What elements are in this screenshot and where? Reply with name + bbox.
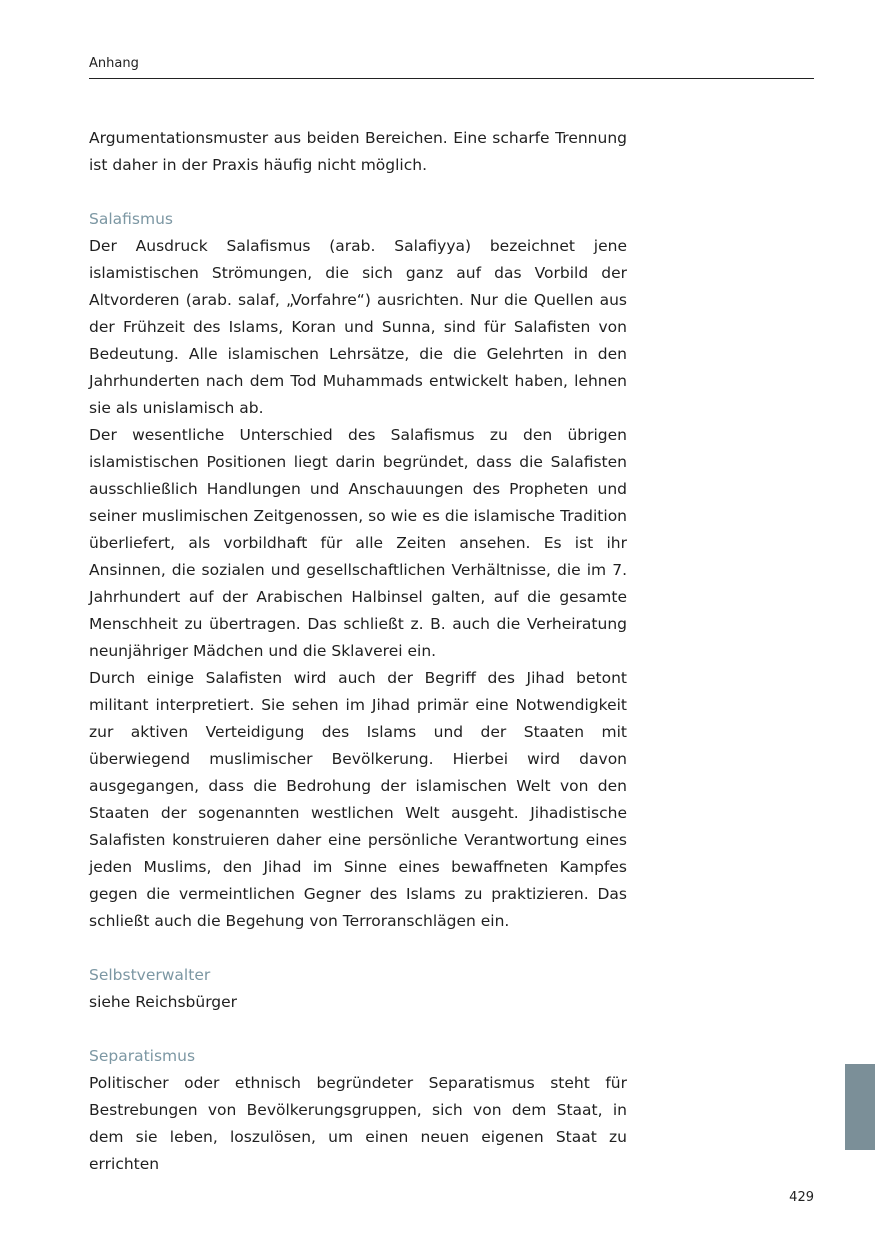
intro-paragraph: Argumentationsmuster aus beiden Bereichen. Eine scharfe Trennung ist daher in der Praxis häufig nicht möglich. <box>89 129 627 174</box>
salafismus-paragraph-3: Durch einige Salafisten wird auch der Begriff des Jihad betont militant interpretiert. Sie sehen im Jihad primär eine Notwendigkeit zur aktiven Verteidigung des Islams und der Staaten mit überwiegend muslimischer Bevölkerung. Hierbei wird davon ausgegangen, dass die Bedrohung der islamischen Welt von den Staaten der sogenannten westlichen Welt ausgeht. Jihadistische Salafisten konstruieren daher eine persönliche Verantwortung eines jeden Muslims, den Jihad im Sinne eines bewaffneten Kampfes gegen die vermeintlichen Gegner des Islams zu praktizieren. Das schließt auch die Begehung von Terroranschlägen ein. <box>89 669 627 930</box>
heading-separatismus: Separatismus <box>89 1047 196 1065</box>
main-text <box>89 125 627 1178</box>
selbstverwalter-text: siehe Reichsbürger <box>89 993 238 1011</box>
chapter-tab-marker <box>845 1064 875 1150</box>
page-number: 429 <box>789 1190 814 1205</box>
separatismus-text: Politischer oder ethnisch begründeter Separatismus steht für Bestrebungen von Bevölkerungsgruppen, sich von dem Staat, in dem sie leben, loszulösen, um einen neuen eigenen Staat zu errichten <box>89 1074 627 1173</box>
running-header: Anhang <box>89 56 139 71</box>
salafismus-paragraph-1: Der Ausdruck Salafismus (arab. Salafiyya) bezeichnet jene islamistischen Strömungen, die sich ganz auf das Vorbild der Altvorderen (arab. salaf, „Vorfahre“) ausrichten. Nur die Quellen aus der Frühzeit des Islams, Koran und Sunna, sind für Salafisten von Bedeutung. Alle islamischen Lehrsätze, die die Gelehrten in den Jahrhunderten nach dem Tod Muhammads entwickelt haben, lehnen sie als unislamisch ab. <box>89 237 627 417</box>
header-divider <box>89 78 814 79</box>
heading-selbstverwalter: Selbstverwalter <box>89 966 211 984</box>
salafismus-paragraph-2: Der wesentliche Unterschied des Salafismus zu den übrigen islamistischen Positionen liegt darin begründet, dass die Salafisten ausschließlich Handlungen und Anschauungen des Propheten und seiner muslimischen Zeitgenossen, so wie es die islamische Tradition überliefert, als vorbildhaft für alle Zeiten ansehen. Es ist ihr Ansinnen, die sozialen und gesellschaftlichen Verhältnisse, die im 7. Jahrhundert auf der Arabischen Halbinsel galten, auf die gesamte Menschheit zu übertragen. Das schließt z. B. auch die Verheiratung neunjähriger Mädchen und die Sklaverei ein. <box>89 426 627 660</box>
heading-salafismus: Salafismus <box>89 210 173 228</box>
